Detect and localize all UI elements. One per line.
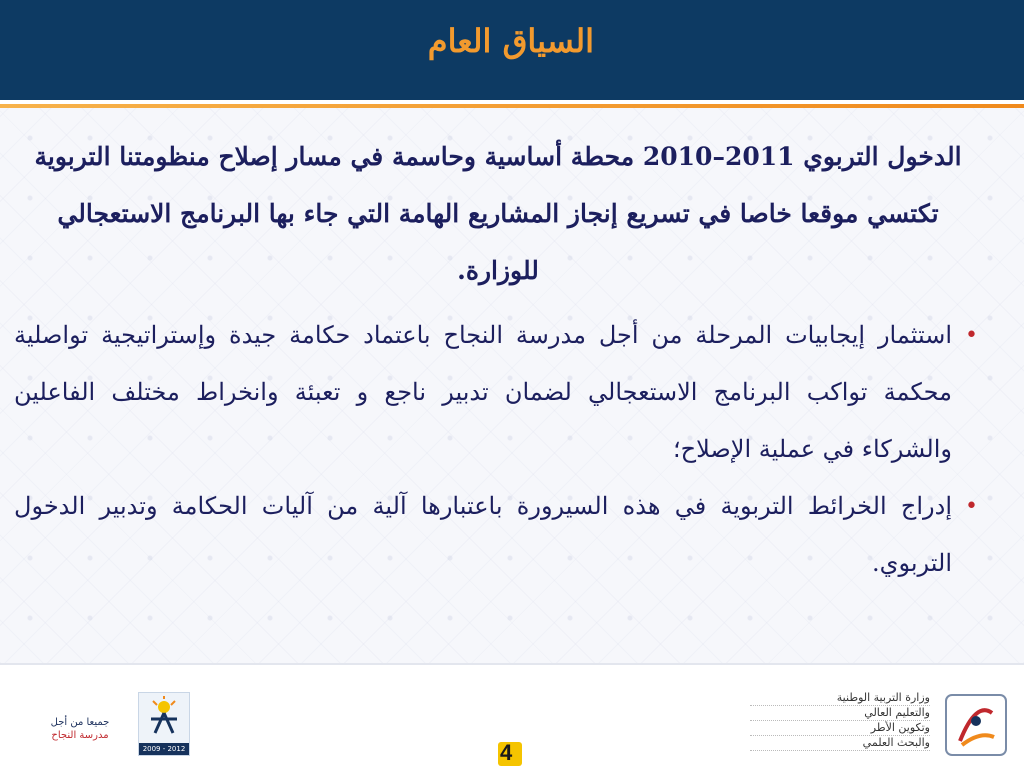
page-number: 4: [500, 740, 513, 765]
bullet-icon: •: [965, 323, 978, 348]
ministry-logo-icon: [942, 691, 1010, 759]
ministry-line: وتكوين الأطر: [750, 721, 930, 736]
plan-years: 2009 - 2012: [139, 743, 189, 755]
bullet-item: [14, 478, 982, 592]
slogan-line: جميعا من أجل: [50, 717, 110, 728]
intro-paragraph: الدخول التربوي 2011–2010 محطة أساسية وحاسمة في مسار إصلاح منظومتنا التربوية تكتسي موقعا خاصا في تسريع إنجاز المشاريع الهامة التي جاء بها البرنامج الاستعجالي للوزارة.: [34, 142, 962, 285]
ministry-name: [750, 691, 930, 751]
footer-divider: [0, 663, 1024, 665]
slide-content: [14, 128, 982, 592]
bullet-text: إدراج الخرائط التربوية في هذه السيرورة باعتبارها آلية من آليات الحكامة وتدبير الدخول التربوي.: [14, 492, 952, 577]
bullet-icon: •: [965, 494, 978, 519]
bullet-list: [14, 307, 982, 592]
star-figure-icon: [139, 693, 189, 743]
emergency-plan-logo-icon: [138, 692, 190, 756]
header-bar: [0, 0, 1024, 100]
slogan-line: مدرسة النجاح: [51, 730, 109, 741]
ministry-line: والبحث العلمي: [750, 736, 930, 751]
slogan: [34, 716, 126, 742]
ministry-line: والتعليم العالي: [750, 706, 930, 721]
slide-title: السياق العام: [427, 22, 594, 60]
ministry-line: وزارة التربية الوطنية: [750, 691, 930, 706]
bullet-item: [14, 307, 982, 478]
bullet-text: استثمار إيجابيات المرحلة من أجل مدرسة النجاح باعتماد حكامة جيدة وإستراتيجية تواصلية محكمة تواكب البرنامج الاستعجالي لضمان تدبير ناجع و تعبئة وانخراط مختلف الفاعلين والشركاء في عملية الإصلاح؛: [14, 321, 952, 463]
